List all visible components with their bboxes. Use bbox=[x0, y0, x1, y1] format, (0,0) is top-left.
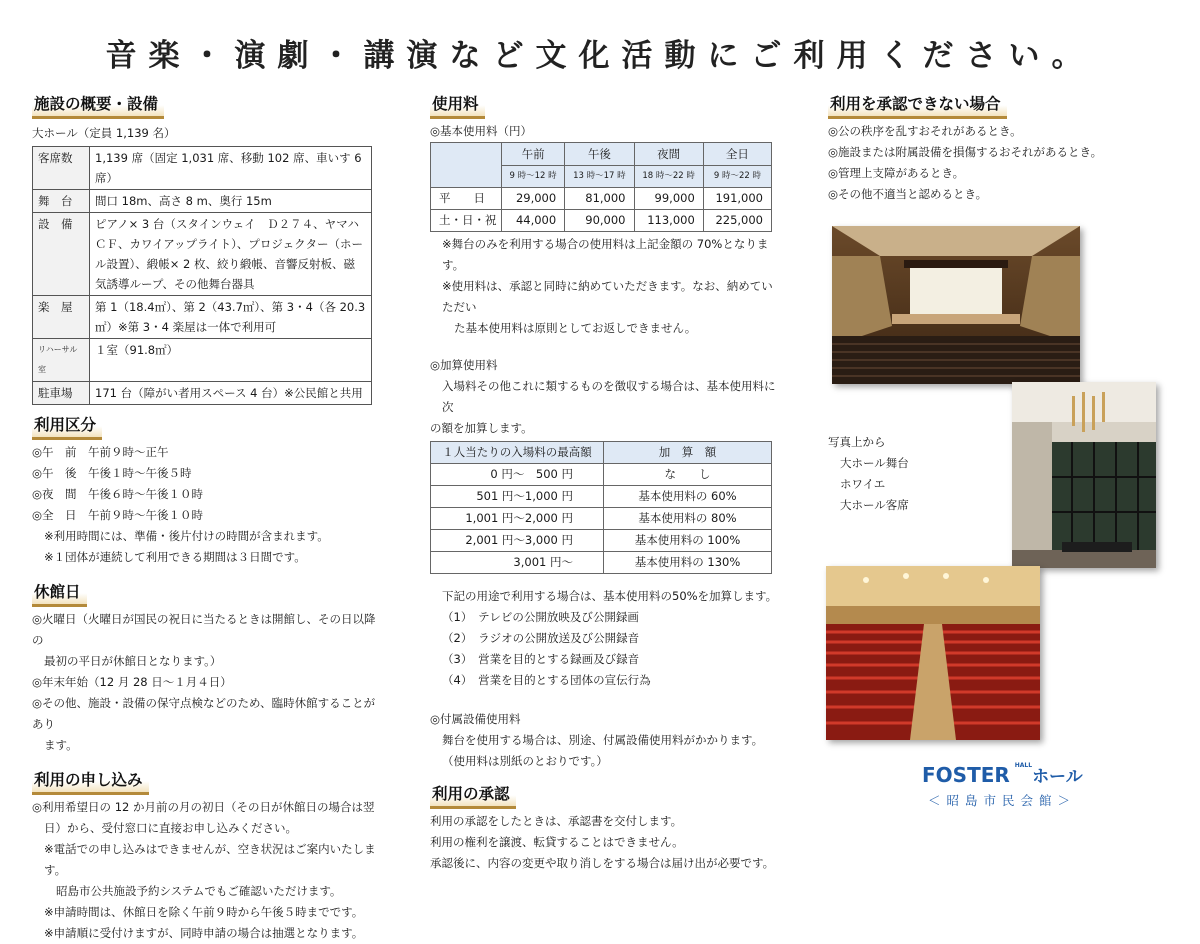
refuse-item: ◎施設または附属設備を損傷するおそれがあるとき。 bbox=[828, 145, 1103, 159]
extra-item: （4） 営業を目的とする団体の宣伝行為 bbox=[442, 673, 651, 687]
hall-capacity: 大ホール（定員 1,139 名） bbox=[32, 126, 176, 140]
approval-line: 利用の権利を譲渡、転貸することはできません。 bbox=[430, 835, 684, 849]
extra-item: （1） テレビの公開放映及び公開録画 bbox=[442, 610, 639, 624]
basic-fee-label: ◎基本使用料（円） bbox=[430, 124, 533, 138]
facility-key: 設 備 bbox=[33, 213, 90, 296]
closed-line: 最初の平日が休館日となります。） bbox=[44, 654, 222, 668]
column-middle bbox=[430, 92, 780, 874]
usage-item: ◎全 日 午前９時～午後１０時 bbox=[32, 508, 204, 522]
logo-brand: FOSTER bbox=[922, 763, 1010, 787]
usage-item: ◎午 後 午後１時～午後５時 bbox=[32, 466, 192, 480]
column-right bbox=[828, 92, 1168, 205]
facility-value: 171 台（障がい者用スペース 4 台）※公民館と共用 bbox=[90, 382, 372, 405]
chevron-right-icon: ＞ bbox=[1057, 793, 1077, 808]
fee-cell: 81,000 bbox=[565, 188, 634, 210]
chevron-left-icon: ＜ bbox=[928, 793, 947, 808]
facility-key: 客席数 bbox=[33, 147, 90, 190]
table-row bbox=[33, 147, 372, 190]
add-price-range: 1,001 円～2,000 円 bbox=[431, 508, 604, 530]
facility-value: 第 1（18.4㎡）、第 2（43.7㎡）、第 3・4（各 20.3㎡）※第 3・4 楽屋は一体で利用可 bbox=[90, 296, 372, 339]
table-row bbox=[33, 382, 372, 405]
apply-heading: 利用の申し込み bbox=[32, 768, 149, 795]
facility-value: ピアノ× 3 台（スタインウェイ Ｄ２７４、ヤマハＣＦ、カワイアップライト）、プロジェクター（ホール設置）、緞帳× 2 枚、絞り緞帳、音響反射板、磁気誘導ループ、その他舞台器具 bbox=[90, 213, 372, 296]
add-price-range: 501 円～1,000 円 bbox=[431, 486, 604, 508]
table-row bbox=[33, 213, 372, 296]
extra-item: （3） 営業を目的とする録画及び録音 bbox=[442, 652, 640, 666]
facility-value: １室（91.8㎡） bbox=[90, 339, 372, 382]
usage-note: ※１団体が連続して利用できる期間は３日間です。 bbox=[44, 550, 306, 564]
table-row bbox=[33, 296, 372, 339]
fees-heading: 使用料 bbox=[430, 92, 485, 119]
refuse-item: ◎公の秩序を乱すおそれがあるとき。 bbox=[828, 124, 1022, 138]
fee-note: ※使用料は、承認と同時に納めていただきます。なお、納めていただい bbox=[442, 279, 773, 314]
add-amount: 基本使用料の 80% bbox=[604, 508, 772, 530]
table-row bbox=[431, 530, 772, 552]
page-title: 音楽・演劇・講演など文化活動にご利用ください。 bbox=[105, 38, 1095, 74]
table-row bbox=[431, 508, 772, 530]
facility-value: 1,139 席（固定 1,031 席、移動 102 席、車いす 6 席） bbox=[90, 147, 372, 190]
facility-heading: 施設の概要・設備 bbox=[32, 92, 164, 119]
hall-seats-image bbox=[826, 566, 1040, 740]
apply-line: 昭島市公共施設予約システムでもご確認いただけます。 bbox=[56, 884, 342, 898]
closed-heading: 休館日 bbox=[32, 580, 87, 607]
facility-key: 楽 屋 bbox=[33, 296, 90, 339]
extra-intro: 下記の用途で利用する場合は、基本使用料の50%を加算します。 bbox=[442, 589, 778, 603]
photo-hall-seats bbox=[826, 566, 1040, 740]
logo-subtitle bbox=[922, 791, 1092, 809]
closed-line: ◎火曜日（火曜日が国民の祝日に当たるときは開館し、その日以降の bbox=[32, 612, 376, 647]
fee-cell: 191,000 bbox=[703, 188, 771, 210]
hall-stage-image bbox=[832, 226, 1080, 384]
fee-note: た基本使用料は原則としてお返しできません。 bbox=[454, 321, 697, 335]
caption-title: 写真上から bbox=[828, 435, 886, 449]
photo-caption bbox=[828, 432, 1008, 516]
fee-cell: 29,000 bbox=[502, 188, 565, 210]
approval-heading: 利用の承認 bbox=[430, 782, 516, 809]
fee-col-header: 午後 bbox=[565, 143, 634, 166]
fee-cell: 225,000 bbox=[703, 210, 771, 232]
table-row bbox=[33, 190, 372, 213]
add-price-range: 3,001 円～ bbox=[431, 552, 604, 574]
approval-line: 利用の承認をしたときは、承認書を交付します。 bbox=[430, 814, 683, 828]
table-row bbox=[431, 210, 772, 232]
photo-hall-stage bbox=[832, 226, 1080, 384]
logo-wordmark bbox=[922, 762, 1092, 787]
equip-fee-label: ◎付属設備使用料 bbox=[430, 712, 521, 726]
logo-small: HALL bbox=[1014, 762, 1033, 769]
fee-col-time: 18 時～22 時 bbox=[634, 166, 703, 188]
closed-line: ◎年末年始（12 月 28 日～１月４日） bbox=[32, 675, 232, 689]
add-price-range: 2,001 円～3,000 円 bbox=[431, 530, 604, 552]
add-amount: 基本使用料の 100% bbox=[604, 530, 772, 552]
basic-fee-table bbox=[430, 142, 772, 232]
apply-line: ◎利用希望日の 12 か月前の月の初日（その日が休館日の場合は翌 bbox=[32, 800, 375, 814]
closed-line: ◎その他、施設・設備の保守点検などのため、臨時休館することがあり bbox=[32, 696, 376, 731]
usage-item: ◎夜 間 午後６時～午後１０時 bbox=[32, 487, 204, 501]
table-row bbox=[431, 552, 772, 574]
table-row bbox=[431, 464, 772, 486]
foster-hall-logo bbox=[922, 762, 1092, 809]
usage-item: ◎午 前 午前９時～正午 bbox=[32, 445, 169, 459]
facility-table bbox=[32, 146, 372, 405]
equip-line: 舞台を使用する場合は、別途、付属設備使用料がかかります。 bbox=[442, 733, 764, 747]
photo-foyer bbox=[1012, 382, 1156, 568]
add-col-header: 加 算 額 bbox=[604, 442, 772, 464]
add-price-range: 0 円～ 500 円 bbox=[431, 464, 604, 486]
fee-col-header: 午前 bbox=[502, 143, 565, 166]
closed-line: ます。 bbox=[44, 738, 78, 752]
refuse-item: ◎管理上支障があるとき。 bbox=[828, 166, 965, 180]
fee-row-label: 土・日・祝 bbox=[431, 210, 502, 232]
fee-col-header: 夜間 bbox=[634, 143, 703, 166]
refuse-heading: 利用を承認できない場合 bbox=[828, 92, 1007, 119]
facility-key: リハーサル室 bbox=[33, 339, 90, 382]
add-col-header: １人当たりの入場料の最高額 bbox=[431, 442, 604, 464]
column-left bbox=[32, 92, 382, 944]
fee-cell: 44,000 bbox=[502, 210, 565, 232]
fee-note: ※舞台のみを利用する場合の使用料は上記金額の 70%となります。 bbox=[442, 237, 769, 272]
apply-line: ※申請時間は、休館日を除く午前９時から午後５時までです。 bbox=[44, 905, 364, 919]
apply-line: ※電話での申し込みはできませんが、空き状況はご案内いたします。 bbox=[44, 842, 376, 877]
add-fee-label: ◎加算使用料 bbox=[430, 358, 498, 372]
facility-key: 舞 台 bbox=[33, 190, 90, 213]
extra-item: （2） ラジオの公開放送及び公開録音 bbox=[442, 631, 640, 645]
apply-line: ※申請順に受付けますが、同時申請の場合は抽選となります。 bbox=[44, 926, 364, 940]
fee-col-time: 9 時～22 時 bbox=[703, 166, 771, 188]
apply-line: 日）から、受付窓口に直接お申し込みください。 bbox=[44, 821, 297, 835]
logo-name: 昭島市民会館 bbox=[946, 793, 1058, 808]
add-amount: 基本使用料の 130% bbox=[604, 552, 772, 574]
logo-kana: ホール bbox=[1032, 767, 1083, 787]
fee-cell: 90,000 bbox=[565, 210, 634, 232]
table-corner bbox=[431, 143, 502, 188]
add-amount: 基本使用料の 60% bbox=[604, 486, 772, 508]
caption-item: 大ホール客席 bbox=[840, 498, 909, 512]
fee-col-time: 9 時～12 時 bbox=[502, 166, 565, 188]
equip-line: （使用料は別紙のとおりです。） bbox=[442, 754, 608, 768]
table-row bbox=[431, 188, 772, 210]
table-row bbox=[33, 339, 372, 382]
add-fee-table bbox=[430, 441, 772, 574]
caption-item: ホワイエ bbox=[840, 477, 886, 491]
caption-item: 大ホール舞台 bbox=[840, 456, 909, 470]
fee-cell: 113,000 bbox=[634, 210, 703, 232]
fee-col-header: 全日 bbox=[703, 143, 771, 166]
fee-col-time: 13 時～17 時 bbox=[565, 166, 634, 188]
fee-row-label: 平 日 bbox=[431, 188, 502, 210]
refuse-item: ◎その他不適当と認めるとき。 bbox=[828, 187, 988, 201]
usage-note: ※利用時間には、準備・後片付けの時間が含まれます。 bbox=[44, 529, 329, 543]
facility-value: 間口 18m、高さ 8 m、奥行 15m bbox=[90, 190, 372, 213]
add-fee-desc: 入場料その他これに類するものを徴収する場合は、基本使用料に次 bbox=[442, 379, 776, 414]
approval-line: 承認後に、内容の変更や取り消しをする場合は届け出が必要です。 bbox=[430, 856, 775, 870]
facility-key: 駐車場 bbox=[33, 382, 90, 405]
table-row bbox=[431, 486, 772, 508]
add-fee-desc: の額を加算します。 bbox=[430, 421, 533, 435]
foyer-image bbox=[1012, 382, 1156, 568]
add-amount: な し bbox=[604, 464, 772, 486]
fee-cell: 99,000 bbox=[634, 188, 703, 210]
usage-heading: 利用区分 bbox=[32, 413, 102, 440]
